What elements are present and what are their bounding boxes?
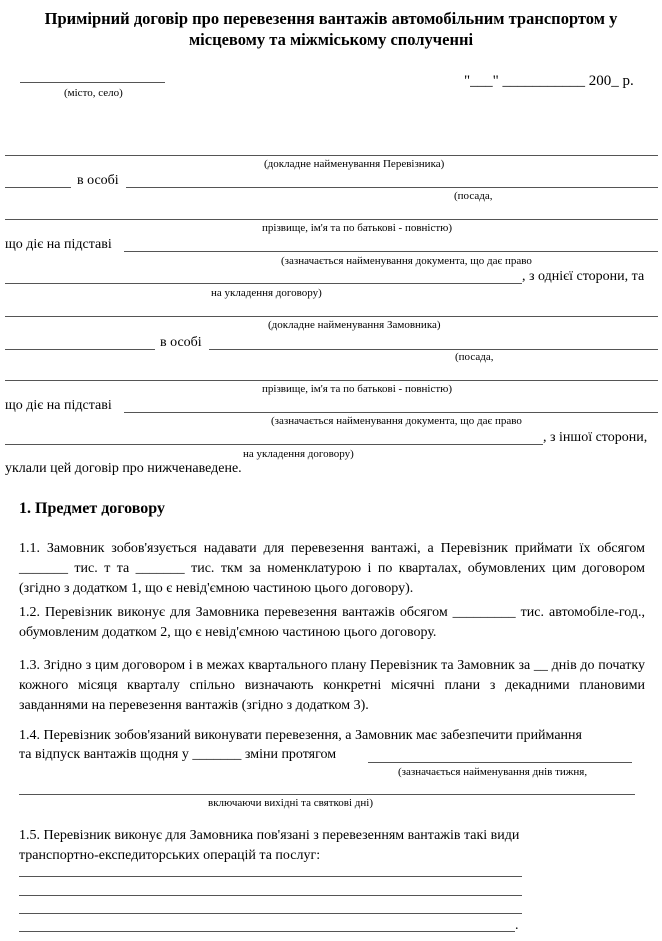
services-field-4[interactable] [19, 931, 515, 932]
customer-doc-caption-1: (зазначається найменування документа, що дає право [271, 415, 522, 427]
carrier-doc-caption-1: (зазначається найменування документа, що дає право [281, 255, 532, 267]
customer-fullname-caption: прізвище, ім'я та по батькові - повністю) [262, 383, 453, 395]
clause-1-4-line-1: 1.4. Перевізник зобов'язаний виконувати перевезення, а Замовник має забезпечити приймання [19, 728, 582, 743]
customer-name-field[interactable] [5, 316, 658, 317]
customer-fullname-field[interactable] [5, 380, 658, 381]
customer-acting-basis-label: що діє на підставі [5, 398, 112, 413]
clause-1-4-caption-1: (зазначається найменування днів тижня, [398, 766, 588, 778]
clause-1-2: 1.2. Перевізник виконує для Замовника перевезення вантажів обсягом _________ тис. автомобіле-год., обумовленим додатком 2, що є невід'ємною частиною цього договору. [19, 605, 645, 640]
carrier-name-field[interactable] [5, 155, 658, 156]
customer-doc-caption-2: на укладення договору) [243, 448, 354, 460]
document-title [0, 8, 662, 50]
concluded-text: уклали цей договір про нижченаведене. [5, 461, 242, 476]
clause-1-4-line-2: та відпуск вантажів щодня у _______ зміни протягом [19, 747, 337, 762]
carrier-acting-basis-label: що діє на підставі [5, 237, 112, 252]
customer-basis-field-2[interactable] [5, 444, 543, 445]
clause-1-5: 1.5. Перевізник виконує для Замовника пов'язані з перевезенням вантажів такі види транспортно-експедиторських операцій та послуг: [19, 828, 520, 863]
carrier-doc-caption-2: на укладення договору) [211, 287, 322, 299]
services-field-3[interactable] [19, 913, 522, 914]
clause-1-1: 1.1. Замовник зобов'язується надавати для перевезення вантажі, а Перевізник приймати їх обсягом _______ тис. т та _______ тис. ткм за номенклатурою і по кварталах, обумовлених цим договором (згідно з додатком 1, що є невід'ємною частиною цього договору). [19, 541, 645, 596]
customer-side-text: , з іншої сторони, [543, 430, 648, 445]
carrier-side-text: , з однієї сторони, та [522, 269, 645, 284]
carrier-fullname-caption: прізвище, ім'я та по батькові - повністю) [262, 222, 453, 234]
customer-name-caption: (докладне найменування Замовника) [268, 319, 441, 331]
clause-1-4-caption-2: включаючи вихідні та святкові дні) [208, 797, 373, 809]
weekdays-field[interactable] [368, 762, 632, 763]
carrier-fullname-field[interactable] [5, 219, 658, 220]
customer-prefix-field[interactable] [5, 349, 155, 350]
date-field[interactable]: "___" ___________ 200_ р. [464, 73, 634, 89]
services-field-1[interactable] [19, 876, 522, 877]
place-field[interactable] [20, 82, 165, 83]
title-line-1: Примірний договір про перевезення вантажів автомобільним транспортом у [44, 9, 618, 28]
carrier-position-caption: (посада, [454, 190, 493, 202]
customer-position-caption: (посада, [455, 351, 494, 363]
customer-representative-field[interactable] [209, 349, 658, 350]
carrier-in-person-label: в особі [77, 173, 119, 188]
carrier-prefix-field[interactable] [5, 187, 71, 188]
services-end-period: . [515, 918, 519, 933]
carrier-basis-field-2[interactable] [5, 283, 522, 284]
carrier-representative-field[interactable] [126, 187, 658, 188]
carrier-name-caption: (докладне найменування Перевізника) [264, 158, 445, 170]
clause-1-3: 1.3. Згідно з цим договором і в межах квартального плану Перевізник та Замовник за __ днів до початку кожного місяця кварталу спільно визначають конкретні місячні плани з декадними плановими завданнями на перевезення вантажів (згідно з додатком 3). [19, 658, 645, 713]
section-1-heading: 1. Предмет договору [19, 500, 165, 517]
carrier-basis-field[interactable] [124, 251, 658, 252]
title-line-2: місцевому та міжміському сполученні [188, 30, 474, 49]
services-field-2[interactable] [19, 895, 522, 896]
place-caption: (місто, село) [64, 87, 123, 99]
customer-in-person-label: в особі [160, 335, 202, 350]
weekdays-field-2[interactable] [19, 794, 635, 795]
customer-basis-field[interactable] [124, 412, 658, 413]
